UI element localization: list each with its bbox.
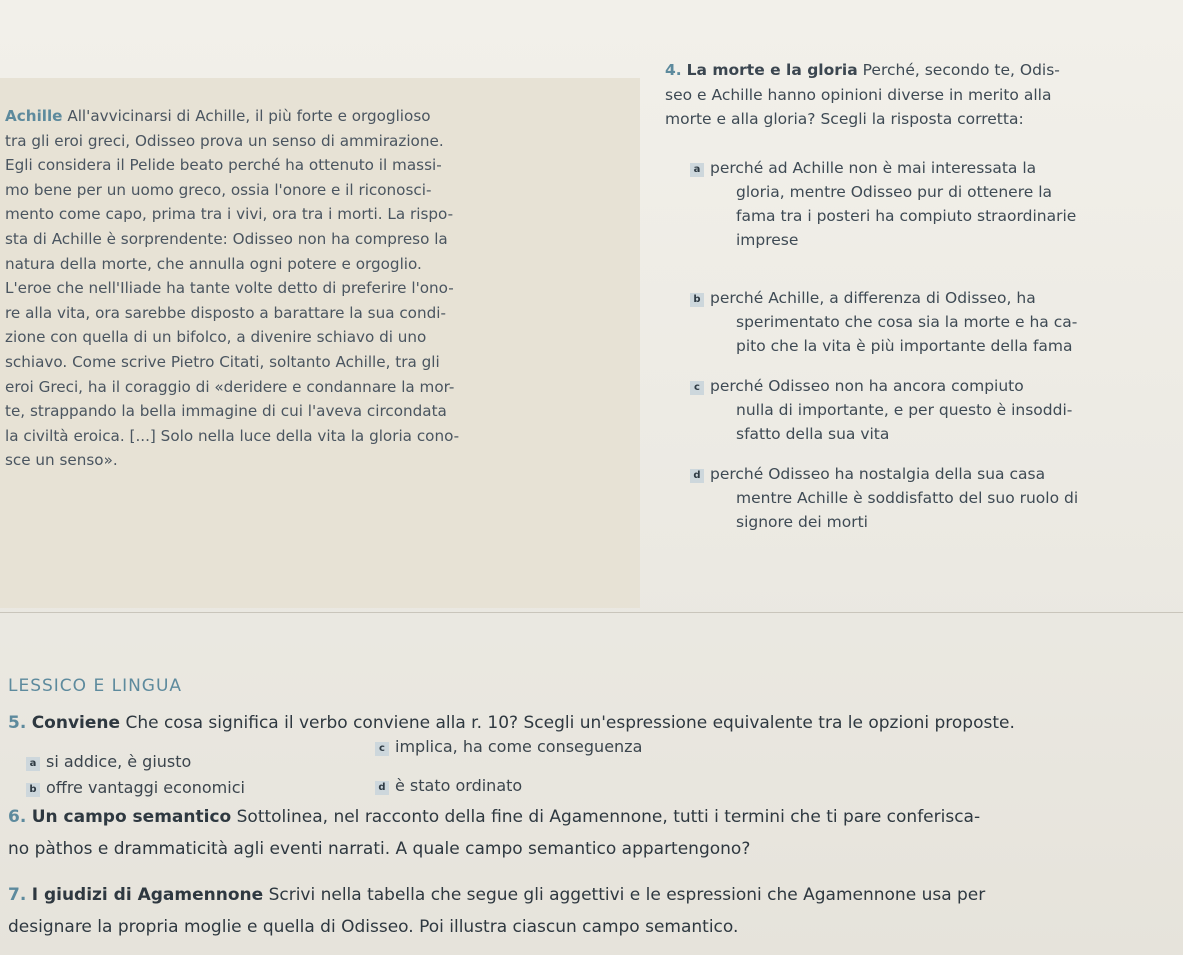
question-text: Scrivi nella tabella che segue gli aggettivi e le espressioni che Agamennone usa per xyxy=(268,885,986,905)
commentary-line: natura della morte, che annulla ogni potere e orgoglio. xyxy=(5,254,422,273)
option-marker: a xyxy=(26,757,40,771)
question-5 xyxy=(8,710,1015,736)
question-6 xyxy=(8,804,980,830)
question-7-continued: designare la propria moglie e quella di Odisseo. Poi illustra ciascun campo semantico. xyxy=(8,917,739,937)
commentary-line: eroi Greci, ha il coraggio di «deridere e condannare la mor- xyxy=(5,377,455,396)
commentary-line: re alla vita, ora sarebbe disposto a barattare la sua condi- xyxy=(5,303,446,322)
question-number: 5. xyxy=(8,713,27,733)
option-marker: a xyxy=(690,163,704,177)
question-number: 6. xyxy=(8,807,27,827)
option-marker: c xyxy=(375,742,389,756)
q5-option-d[interactable]: d è stato ordinato xyxy=(375,776,522,795)
question-title: Conviene xyxy=(31,713,121,733)
commentary-line: tra gli eroi greci, Odisseo prova un senso di ammirazione. xyxy=(5,131,444,150)
commentary-line: zione con quella di un bifolco, a divenire schiavo di uno xyxy=(5,328,427,347)
section-divider xyxy=(0,612,1183,613)
section-title: LESSICO E LINGUA xyxy=(8,676,183,696)
question-text: Sottolinea, nel racconto della fine di Agamennone, tutti i termini che ti pare conferisca- xyxy=(236,807,981,827)
commentary-line: mo bene per un uomo greco, ossia l'onore e il riconosci- xyxy=(5,180,432,199)
commentary-line: la civiltà eroica. [...] Solo nella luce della vita la gloria cono- xyxy=(5,426,460,445)
commentary-line: mento come capo, prima tra i vivi, ora tra i morti. La rispo- xyxy=(5,205,454,224)
q5-option-b[interactable]: b offre vantaggi economici xyxy=(26,778,245,797)
question-title: I giudizi di Agamennone xyxy=(31,885,264,905)
commentary-line: sta di Achille è sorprendente: Odisseo non ha compreso la xyxy=(5,229,448,248)
q5-option-c[interactable]: c implica, ha come conseguenza xyxy=(375,737,642,756)
question-text: Che cosa significa il verbo conviene alla r. 10? Scegli un'espressione equivalente tra le opzioni proposte. xyxy=(125,713,1015,733)
commentary-line: Egli considera il Pelide beato perché ha ottenuto il massi- xyxy=(5,156,442,175)
question-text: Perché, secondo te, Odis- xyxy=(862,61,1060,79)
question-title: La morte e la gloria xyxy=(686,61,858,79)
question-6-continued: no pàthos e drammaticità agli eventi narrati. A quale campo semantico appartengono? xyxy=(8,839,751,859)
commentary-text xyxy=(5,104,630,473)
commentary-keyword: Achille xyxy=(5,107,63,125)
commentary-line: sce un senso». xyxy=(5,451,118,470)
option-marker: d xyxy=(690,469,704,483)
q4-option-c[interactable]: c perché Odisseo non ha ancora compiuto nulla di importante, e per questo è insoddi- sfatto della sua vita xyxy=(690,374,1072,446)
q4-option-b[interactable]: b perché Achille, a differenza di Odisseo, ha sperimentato che cosa sia la morte e ha ca- pito che la vita è più importante della fama xyxy=(690,286,1077,358)
question-title: Un campo semantico xyxy=(31,807,232,827)
question-text: seo e Achille hanno opinioni diverse in merito alla xyxy=(665,85,1052,104)
q4-option-a[interactable]: a perché ad Achille non è mai interessata la gloria, mentre Odisseo pur di ottenere la fama tra i posteri ha compiuto straordinarie imprese xyxy=(690,156,1076,252)
question-text: morte e alla gloria? Scegli la risposta corretta: xyxy=(665,110,1024,128)
question-number: 7. xyxy=(8,885,27,905)
option-marker: b xyxy=(26,783,40,797)
option-marker: c xyxy=(690,381,704,395)
commentary-line: te, strappando la bella immagine di cui l'aveva circondata xyxy=(5,402,447,421)
question-7 xyxy=(8,882,985,908)
commentary-line: schiavo. Come scrive Pietro Citati, soltanto Achille, tra gli xyxy=(5,352,440,371)
q5-option-a[interactable]: a si addice, è giusto xyxy=(26,752,191,771)
commentary-line: L'eroe che nell'Iliade ha tante volte detto di preferire l'ono- xyxy=(5,279,454,298)
commentary-line: Achille All'avvicinarsi di Achille, il più forte e orgoglioso xyxy=(5,107,431,125)
option-marker: b xyxy=(690,293,704,307)
option-marker: d xyxy=(375,781,389,795)
question-number: 4. xyxy=(665,61,682,79)
question-4 xyxy=(665,58,1183,132)
q4-option-d[interactable]: d perché Odisseo ha nostalgia della sua casa mentre Achille è soddisfatto del suo ruolo di signore dei morti xyxy=(690,462,1078,534)
